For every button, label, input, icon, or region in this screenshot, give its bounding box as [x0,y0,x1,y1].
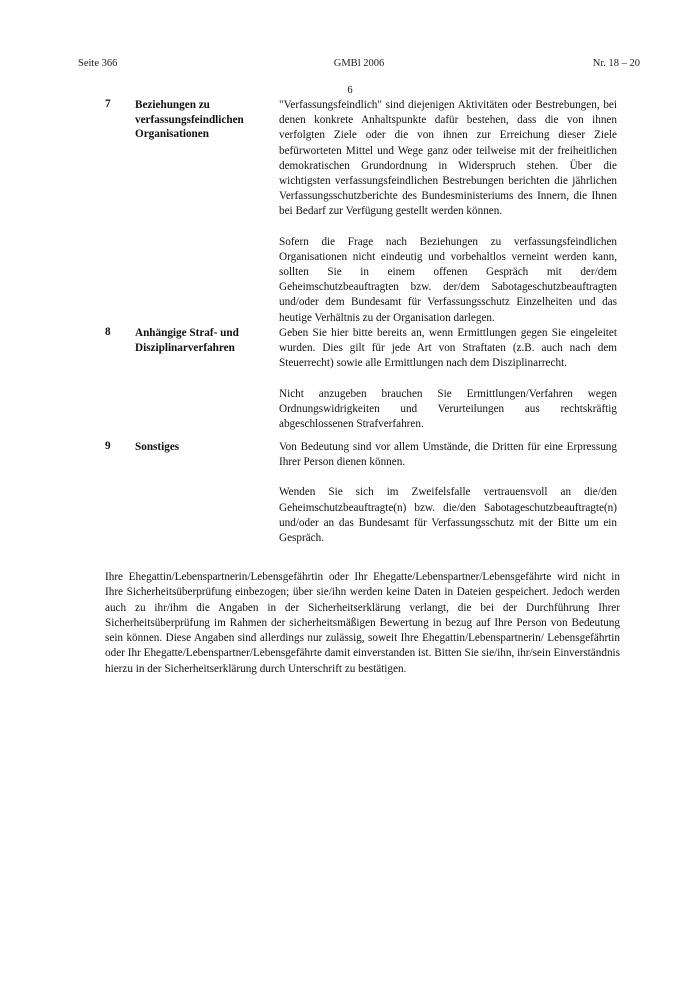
section-paragraph: Geben Sie hier bitte bereits an, wenn Ermittlungen gegen Sie eingeleitet wurden. Dies gilt für jede Art von Straftaten (z.B. auch nach dem Steuerrecht) sowie alle Ermittlungen nach dem Disziplinarrecht. [279,327,617,370]
closing-paragraph: Ihre Ehegattin/Lebenspartnerin/Lebensgefährtin oder Ihr Ehegatte/Lebenspartner/Lebensgefährte wird nicht in Ihre Sicherheitsüberprüfung einbezogen; über sie/ihn werden keine Daten in Dateien gespeichert. Jedoch werden auch zu ihr/ihm die Angaben in der Sicherheitserklärung verlangt, die bei der Durchführung Ihrer Sicherheitsüberprüfung im Rahmen der sicherheitsmäßigen Bewertung in bezug auf Ihre Person von Bedeutung sein können. Diese Angaben sind allerdings nur zulässig, soweit Ihre Ehegattin/Lebenspartnerin/ Lebensgefährtin oder Ihr Ehegatte/Lebenspartner/Lebensgefährte damit einverstanden ist. Bitten Sie sie/ihn, ihr/sein Einverständnis hierzu in der Sicherheitserklärung durch Unterschrift zu bestätigen. [105,571,620,675]
section-paragraph: Von Bedeutung sind vor allem Umstände, die Dritten für eine Erpressung Ihrer Person dienen können. [279,441,617,469]
section-paragraph: Nicht anzugeben brauchen Sie Ermittlungen/Verfahren wegen Ordnungswidrigkeiten und Verurteilungen aus rechtskräftig abgeschlossenen Strafverfahren. [279,387,617,431]
section-paragraph: Sofern die Frage nach Beziehungen zu verfassungsfeindlichen Organisationen nicht eindeutig und vorbehaltlos verneint werden kann, sollten Sie in einem offenen Gespräch mit der/dem Geheimschutzbeauftragten bzw. der/dem Sabotageschutzbeauftragten und/oder dem Bundesamt für Verfassungsschutz Einzelheiten und das heutige Verhältnis zu der Organisation darlegen. [279,235,617,324]
header-page-ref: Seite 366 [78,58,118,69]
section-paragraph: "Verfassungsfeindlich" sind diejenigen Aktivitäten oder Bestrebungen, bei denen konkrete Anhaltspunkte dafür bestehen, dass die von ihnen verfolgten Ziele oder die von ihnen zur Erreichung dieser Ziele befürworteten Mittel und Wege ganz oder teilweise mit der freiheitlichen demokratischen Grundordnung in Widerspruch stehen. Über die wichtigsten verfassungsfeindlichen Bestrebungen berichten die jährlichen Verfassungsschutzberichte des Bundesministeriums des Innern, die Ihnen bei Bedarf zur Verfügung gestellt werden können. [279,99,617,218]
page-number: 6 [347,85,353,96]
section-number: 7 [105,98,111,110]
page-header [78,58,640,72]
section-number: 9 [105,440,111,452]
section-title: Anhängige Straf- und Disziplinarverfahren [135,327,239,354]
section-body [279,326,617,447]
section-body [279,440,617,561]
section-body [279,98,617,341]
section-title: Sonstiges [135,441,180,453]
header-issue-number: Nr. 18 – 20 [592,58,640,69]
header-publication: GMBl 2006 [333,58,385,69]
section-number: 8 [105,326,111,338]
section-paragraph: Wenden Sie sich im Zweifelsfalle vertrauensvoll an die/den Geheimschutzbeauftragte(n) bzw. die/den Sabotageschutzbeauftragte(n) und/oder an das Bundesamt für Verfassungsschutz mit der Bitte um ein Gespräch. [279,486,617,545]
section-title: Beziehungen zu verfassungsfeindlichen Organisationen [135,99,244,141]
